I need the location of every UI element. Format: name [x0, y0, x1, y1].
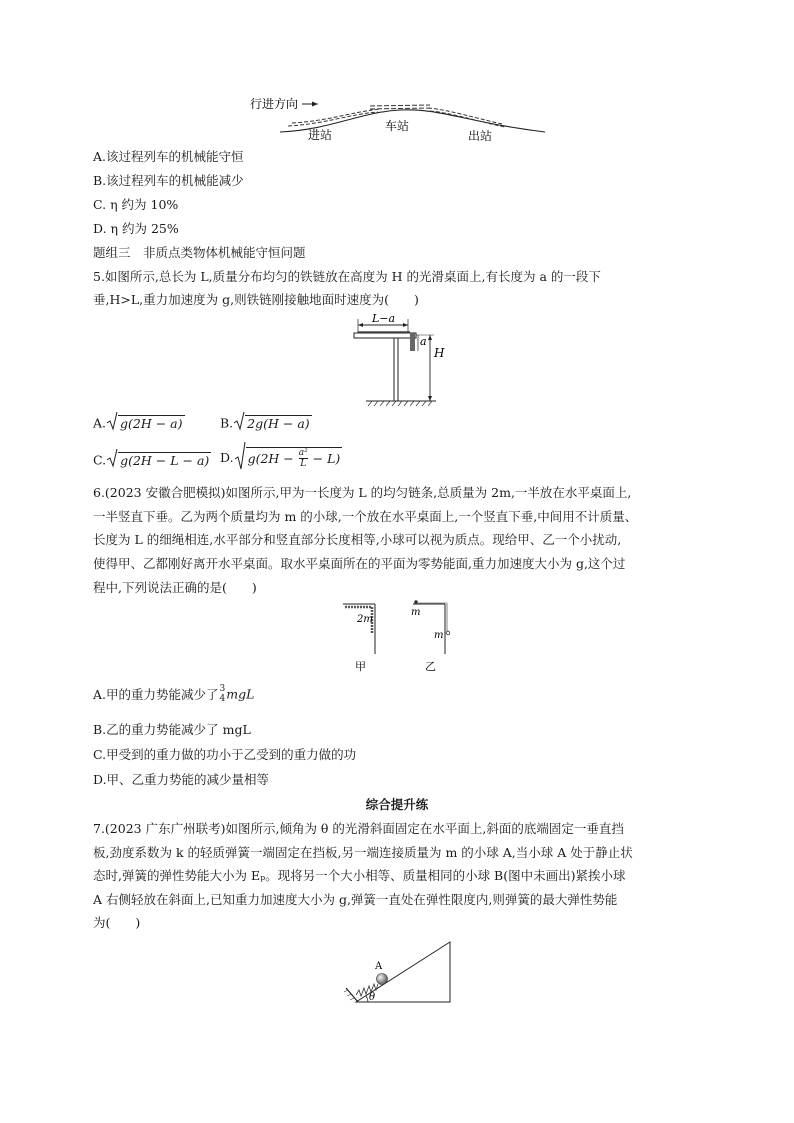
q6-option-b: B.乙的重力势能减少了 mgL	[93, 722, 251, 737]
sqrt-sign	[106, 448, 118, 474]
sqrt-sign	[106, 411, 118, 437]
q5-stem-line1: 5.如图所示,总长为 L,质量分布均匀的铁链放在高度为 H 的光滑桌面上,有长度为 a 的一段下	[93, 269, 601, 284]
q7-stem-line3: 态时,弹簧的弹性势能大小为 Eₚ。现将另一个大小相等、质量相同的小球 B(图中未画出)紧挨小球	[93, 868, 626, 883]
q5-option-b-expr: 2g(H − a)	[247, 415, 310, 431]
exit-label: 出站	[468, 129, 493, 143]
sqrt-sign	[233, 411, 245, 437]
q6-option-a-den: 4	[219, 694, 226, 704]
q5-option-a-expr: g(2H − a)	[120, 415, 183, 431]
q5-option-d	[220, 441, 342, 474]
chain-table-figure	[350, 313, 460, 408]
q7-stem-line5: 为( )	[93, 915, 141, 930]
q4-option-b: B.该过程列车的机械能减少	[93, 173, 244, 188]
q5-option-d-num: a²	[298, 447, 308, 458]
angle-label: θ	[369, 992, 376, 1003]
group3-title: 题组三 非质点类物体机械能守恒问题	[93, 245, 306, 260]
q6-option-d: D.甲、乙重力势能的减少量相等	[93, 772, 270, 787]
q6-option-a-num: 3	[219, 684, 226, 694]
q6-option-a	[93, 684, 254, 704]
q5-option-b	[220, 411, 312, 437]
q6-stem-line3: 长度为 L 的细绳相连,水平部分和竖直部分长度相等,小球可以视为质点。现给甲、乙一个小扰动,	[93, 532, 622, 547]
q5-option-a-letter: A.	[93, 415, 107, 431]
q5-option-b-letter: B.	[220, 415, 234, 431]
chain-horizontal-label: L−a	[372, 313, 396, 325]
q5-option-d-post: − L)	[308, 450, 341, 466]
q5-option-d-letter: D.	[220, 450, 234, 465]
q6-option-c: C.甲受到的重力做的功小于乙受到的重力做的功	[93, 747, 357, 762]
train-track-figure	[240, 92, 550, 144]
jia-label: 甲	[355, 660, 366, 673]
height-label: H	[434, 346, 445, 360]
direction-label: 行进方向	[250, 97, 299, 111]
q4-option-a: A.该过程列车的机械能守恒	[93, 149, 244, 164]
enter-label: 进站	[308, 128, 333, 142]
ball-a-label: A	[375, 961, 383, 972]
q7-stem-line1: 7.(2023 广东广州联考)如图所示,倾角为 θ 的光滑斜面固定在水平面上,斜面的底端固定一垂直挡	[93, 821, 624, 836]
yi-label: 乙	[425, 660, 436, 673]
q5-option-c	[93, 448, 211, 474]
q6-stem-line1: 6.(2023 安徽合肥模拟)如图所示,甲为一长度为 L 的均匀链条,总质量为 2m,一半放在水平桌面上,	[93, 485, 632, 500]
incline-spring-figure	[338, 938, 458, 1006]
q5-option-d-pre: g(2H −	[247, 450, 298, 466]
q5-option-a	[93, 411, 185, 437]
q5-option-c-letter: C.	[93, 452, 107, 468]
q5-option-d-den: L	[300, 458, 307, 469]
q6-option-a-text: A.甲的重力势能减少了	[93, 687, 219, 702]
q7-stem-line2: 板,劲度系数为 k 的轻质弹簧一端固定在挡板,另一端连接质量为 m 的小球 A,当小球 A 处于静止状	[93, 845, 633, 860]
q4-option-c: C. η 约为 10%	[93, 197, 179, 212]
q6-option-a-post: mgL	[226, 686, 255, 702]
jia-mass-label: 2m	[357, 614, 373, 625]
chain-and-balls-figure	[335, 598, 465, 674]
sqrt-sign	[234, 441, 246, 474]
yi-side-mass-label: m	[434, 630, 444, 641]
q6-stem-line5: 程中,下列说法正确的是( )	[93, 580, 257, 595]
station-label: 车站	[385, 119, 410, 133]
q5-stem-line2: 垂,H>L,重力加速度为 g,则铁链刚接触地面时速度为( )	[93, 292, 419, 307]
section-title: 综合提升练	[365, 797, 429, 812]
q5-option-c-expr: g(2H − L − a)	[120, 452, 210, 468]
q6-stem-line2: 一半竖直下垂。乙为两个质量均为 m 的小球,一个放在水平桌面上,一个竖直下垂,中间用不计质量、	[93, 509, 638, 524]
q4-option-d: D. η 约为 25%	[93, 221, 179, 236]
q6-stem-line4: 使得甲、乙都刚好离开水平桌面。取水平桌面所在的平面为零势能面,重力加速度大小为 g,这个过	[93, 556, 626, 571]
chain-hanging-label: a	[420, 335, 427, 348]
yi-top-mass-label: m	[411, 607, 421, 618]
q7-stem-line4: A 右侧轻放在斜面上,已知重力加速度大小为 g,弹簧一直处在弹性限度内,则弹簧的最大弹性势能	[93, 892, 618, 907]
